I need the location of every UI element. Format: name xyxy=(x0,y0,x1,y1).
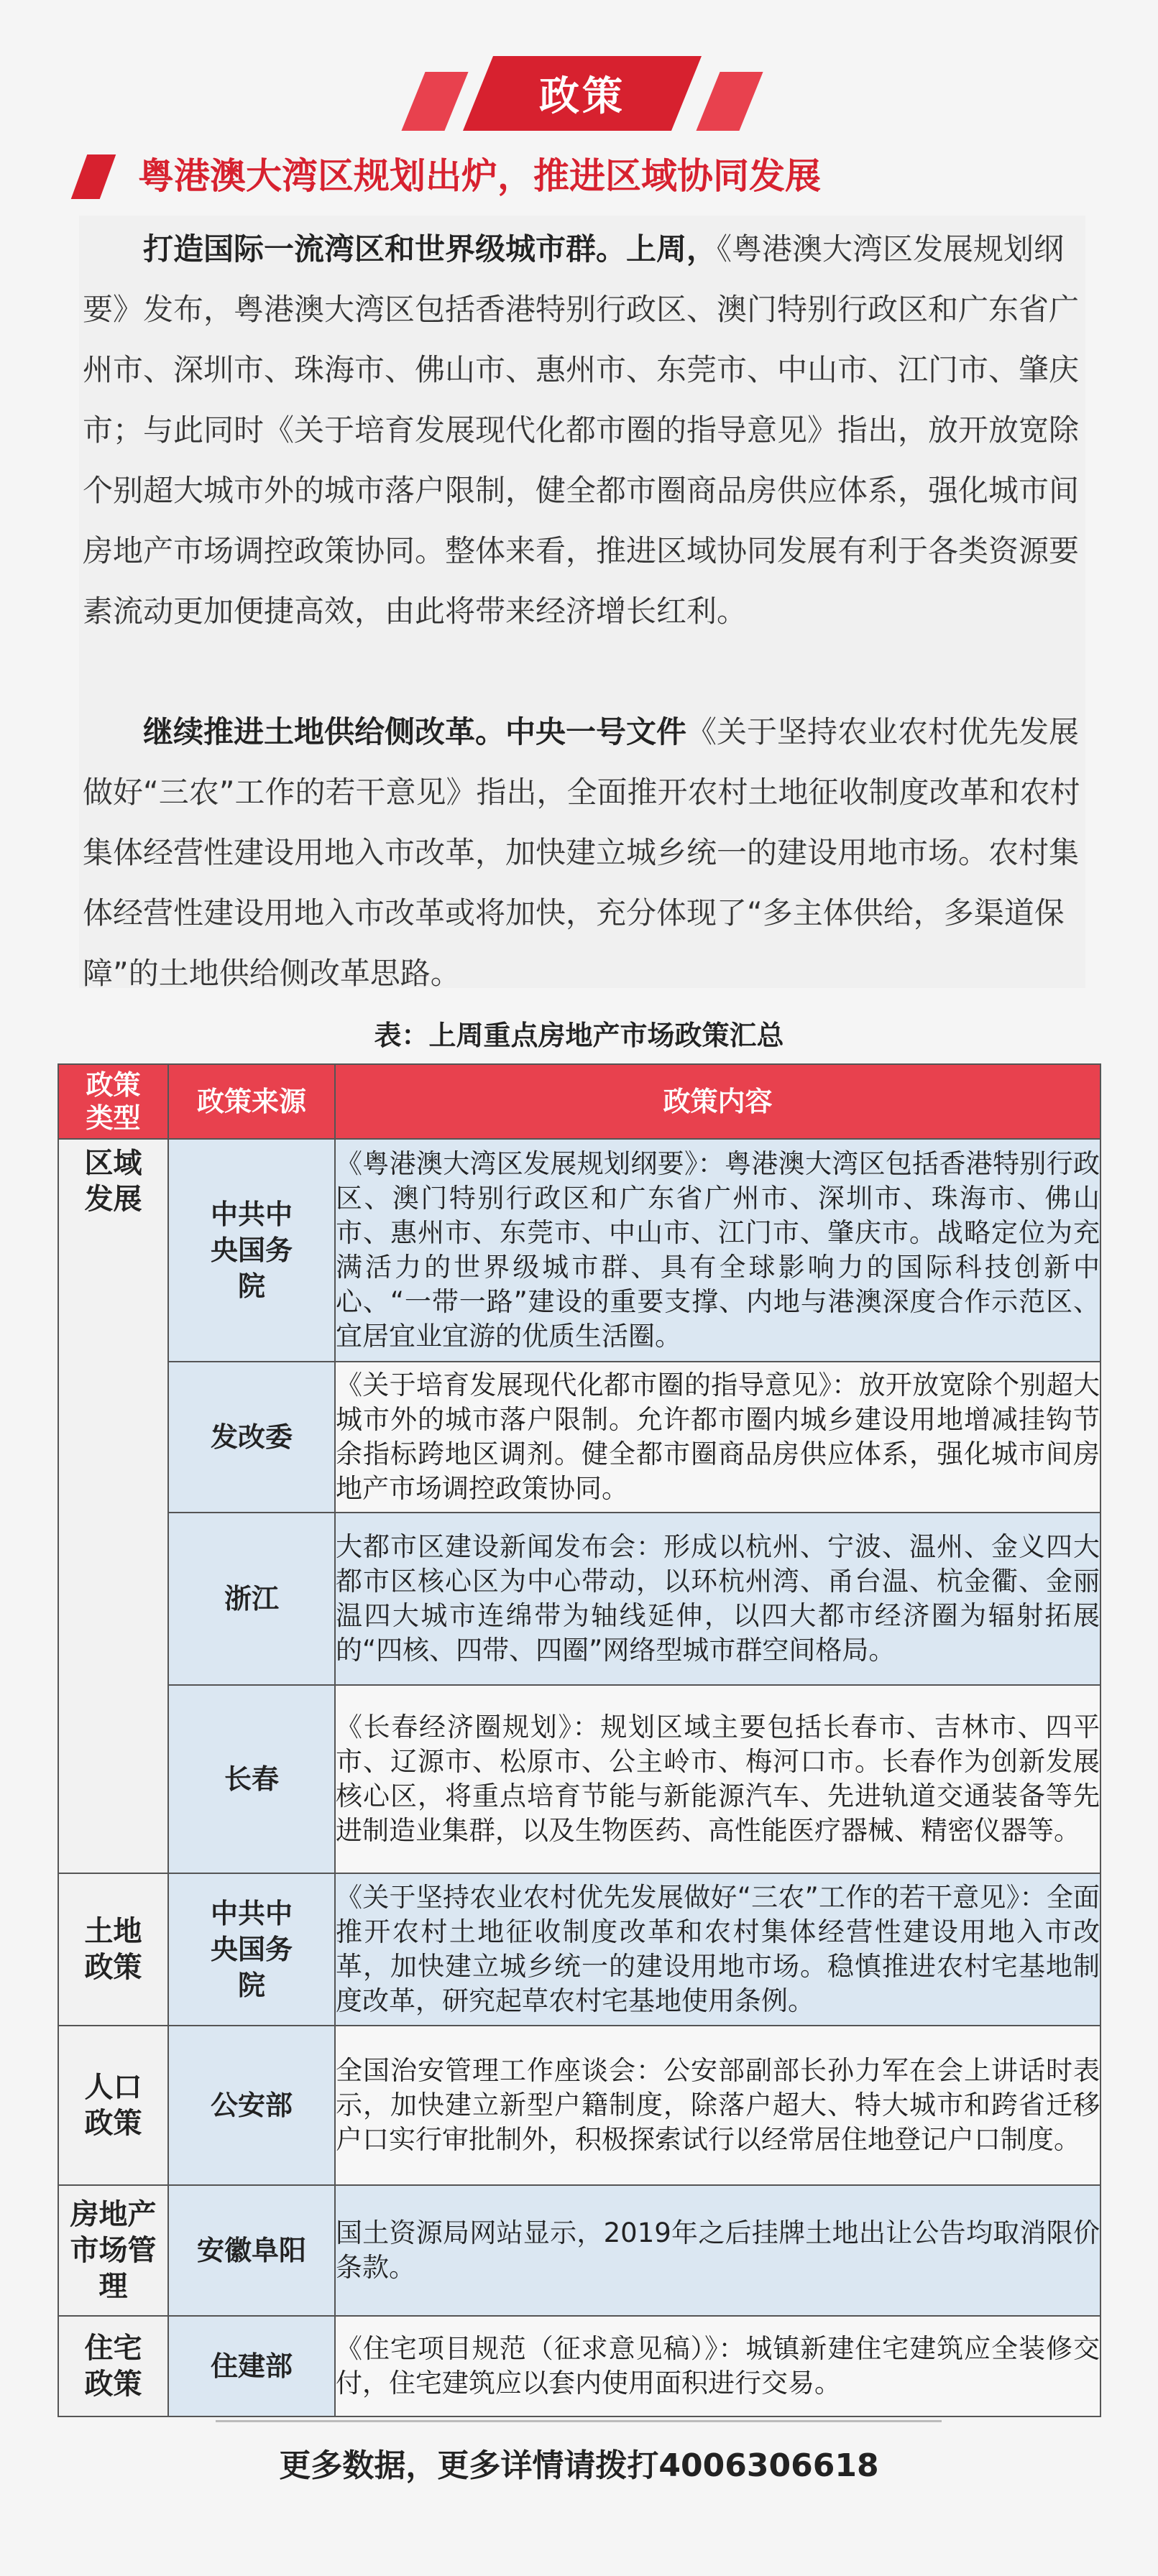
policy-type-cell xyxy=(58,2026,168,2185)
policy-type-cell xyxy=(58,1139,168,1873)
section-marker-icon xyxy=(71,154,116,199)
header-content: 政策内容 xyxy=(335,1064,1100,1139)
paragraph-2-lead: 继续推进土地供给侧改革。中央一号文件 xyxy=(143,714,687,749)
banner-stripe-right xyxy=(696,72,763,131)
footer-contact: 更多数据，更多详情请拨打4006306618 xyxy=(279,2447,879,2484)
policy-content-cell: 《关于坚持农业农村优先发展做好“三农”工作的若干意见》：全面推开农村土地征收制度改革和农村集体经营性建设用地入市改革，加快建立城乡统一的建设用地市场。稳慎推进农村宅基地制度改革，研究起草农村宅基地使用条例。 xyxy=(335,1873,1100,2026)
policy-type-label: 土地政策 xyxy=(84,1915,142,1984)
table-row xyxy=(58,2026,1100,2185)
policy-content-cell: 《住宅项目规范（征求意见稿）》：城镇新建住宅建筑应全装修交付，住宅建筑应以套内使用面积进行交易。 xyxy=(335,2316,1100,2416)
policy-source-cell xyxy=(168,1685,335,1873)
policy-source-cell xyxy=(168,2316,335,2416)
paragraph-1 xyxy=(83,219,1082,642)
policy-source-cell xyxy=(168,2026,335,2185)
paragraph-1-body: 《粤港澳大湾区发展规划纲要》发布，粤港澳大湾区包括香港特别行政区、澳门特别行政区和广东省广州市、深圳市、珠海市、佛山市、惠州市、东莞市、中山市、江门市、肇庆市；与此同时《关于培育发展现代化都市圈的指导意见》指出，放开放宽除个别超大城市外的城市落户限制，健全都市圈商品房供应体系，强化城市间房地产市场调控政策协同。整体来看，推进区域协同发展有利于各类资源要素流动更加便捷高效，由此将带来经济增长红利。 xyxy=(83,231,1080,629)
policy-content-cell: 《关于培育发展现代化都市圈的指导意见》：放开放宽除个别超大城市外的城市落户限制。允许都市圈内城乡建设用地增减挂钩节余指标跨地区调剂。健全都市圈商品房供应体系，强化城市间房地产市场调控政策协同。 xyxy=(335,1362,1100,1513)
policy-source-label: 浙江 xyxy=(224,1583,279,1615)
paragraph-2-body: 《关于坚持农业农村优先发展做好“三农”工作的若干意见》指出，全面推开农村土地征收制度改革和农村集体经营性建设用地入市改革，加快建立城乡统一的建设用地市场。农村集体经营性建设用地入市改革或将加快，充分体现了“多主体供给，多渠道保障”的土地供给侧改革思路。 xyxy=(83,714,1080,991)
table-row xyxy=(58,1873,1100,2026)
table-caption: 表：上周重点房地产市场政策汇总 xyxy=(374,1020,784,1051)
footer-divider xyxy=(216,2420,942,2422)
banner-title: 政策 xyxy=(539,73,625,120)
table-row xyxy=(58,1139,1100,1362)
header-source: 政策来源 xyxy=(168,1064,335,1139)
table-row xyxy=(58,2316,1100,2416)
policy-source-label: 长春 xyxy=(224,1763,279,1795)
policy-source-cell xyxy=(168,1513,335,1685)
policy-type-label: 人口政策 xyxy=(84,2071,142,2140)
policy-source-cell xyxy=(168,2185,335,2316)
section-heading-text: 粤港澳大湾区规划出炉，推进区域协同发展 xyxy=(138,155,821,197)
policy-type-cell xyxy=(58,2185,168,2316)
policy-content-cell: 《长春经济圈规划》：规划区域主要包括长春市、吉林市、四平市、辽源市、松原市、公主岭市、梅河口市。长春作为创新发展核心区，将重点培育节能与新能源汽车、先进轨道交通装备等先进制造业集群，以及生物医药、高性能医疗器械、精密仪器等。 xyxy=(335,1685,1100,1873)
policy-content-cell: 国土资源局网站显示，2019年之后挂牌土地出让公告均取消限价条款。 xyxy=(335,2185,1100,2316)
policy-source-cell xyxy=(168,1362,335,1513)
policy-content-cell: 全国治安管理工作座谈会：公安部副部长孙力军在会上讲话时表示，加快建立新型户籍制度，除落户超大、特大城市和跨省迁移户口实行审批制外，积极探索试行以经常居住地登记户口制度。 xyxy=(335,2026,1100,2185)
policy-content-cell: 《粤港澳大湾区发展规划纲要》：粤港澳大湾区包括香港特别行政区、澳门特别行政区和广东省广州市、深圳市、珠海市、佛山市、惠州市、东莞市、中山市、江门市、肇庆市。战略定位为充满活力的世界级城市群、具有全球影响力的国际科技创新中心、“一带一路”建设的重要支撑、内地与港澳深度合作示范区、宜居宜业宜游的优质生活圈。 xyxy=(335,1139,1100,1362)
section-heading xyxy=(79,147,1100,205)
policy-source-label: 中共中央国务院 xyxy=(210,1898,293,2001)
policy-type-label: 区域发展 xyxy=(84,1147,142,1216)
policy-source-label: 中共中央国务院 xyxy=(210,1199,293,1302)
table-row xyxy=(58,1685,1100,1873)
paragraph-2 xyxy=(83,702,1082,1004)
table-row xyxy=(58,1513,1100,1685)
header-type xyxy=(58,1064,168,1139)
policy-source-cell xyxy=(168,1139,335,1362)
policy-type-cell xyxy=(58,1873,168,2026)
policy-type-cell xyxy=(58,2316,168,2416)
header-banner xyxy=(406,56,758,131)
policy-source-label: 公安部 xyxy=(210,2090,293,2121)
policy-source-label: 安徽阜阳 xyxy=(196,2235,306,2266)
policy-table xyxy=(58,1063,1101,2417)
table-row xyxy=(58,2185,1100,2316)
table-row xyxy=(58,1362,1100,1513)
policy-source-label: 发改委 xyxy=(210,1421,293,1453)
banner-stripe-left xyxy=(401,72,468,131)
header-type-label: 政策类型 xyxy=(86,1069,141,1134)
table-header-row xyxy=(58,1064,1100,1139)
text-block xyxy=(79,216,1085,991)
paragraph-1-lead: 打造国际一流湾区和世界级城市群。上周， xyxy=(143,231,717,267)
policy-type-label: 房地产市场管理 xyxy=(70,2198,157,2303)
policy-content-cell: 大都市区建设新闻发布会：形成以杭州、宁波、温州、金义四大都市区核心区为中心带动，以环杭州湾、甬台温、杭金衢、金丽温四大城市连绵带为轴线延伸，以四大都市经济圈为辐射拓展的“四核、四带、四圈”网络型城市群空间格局。 xyxy=(335,1513,1100,1685)
policy-source-label: 住建部 xyxy=(210,2350,293,2382)
policy-type-label: 住宅政策 xyxy=(84,2332,142,2401)
policy-source-cell xyxy=(168,1873,335,2026)
